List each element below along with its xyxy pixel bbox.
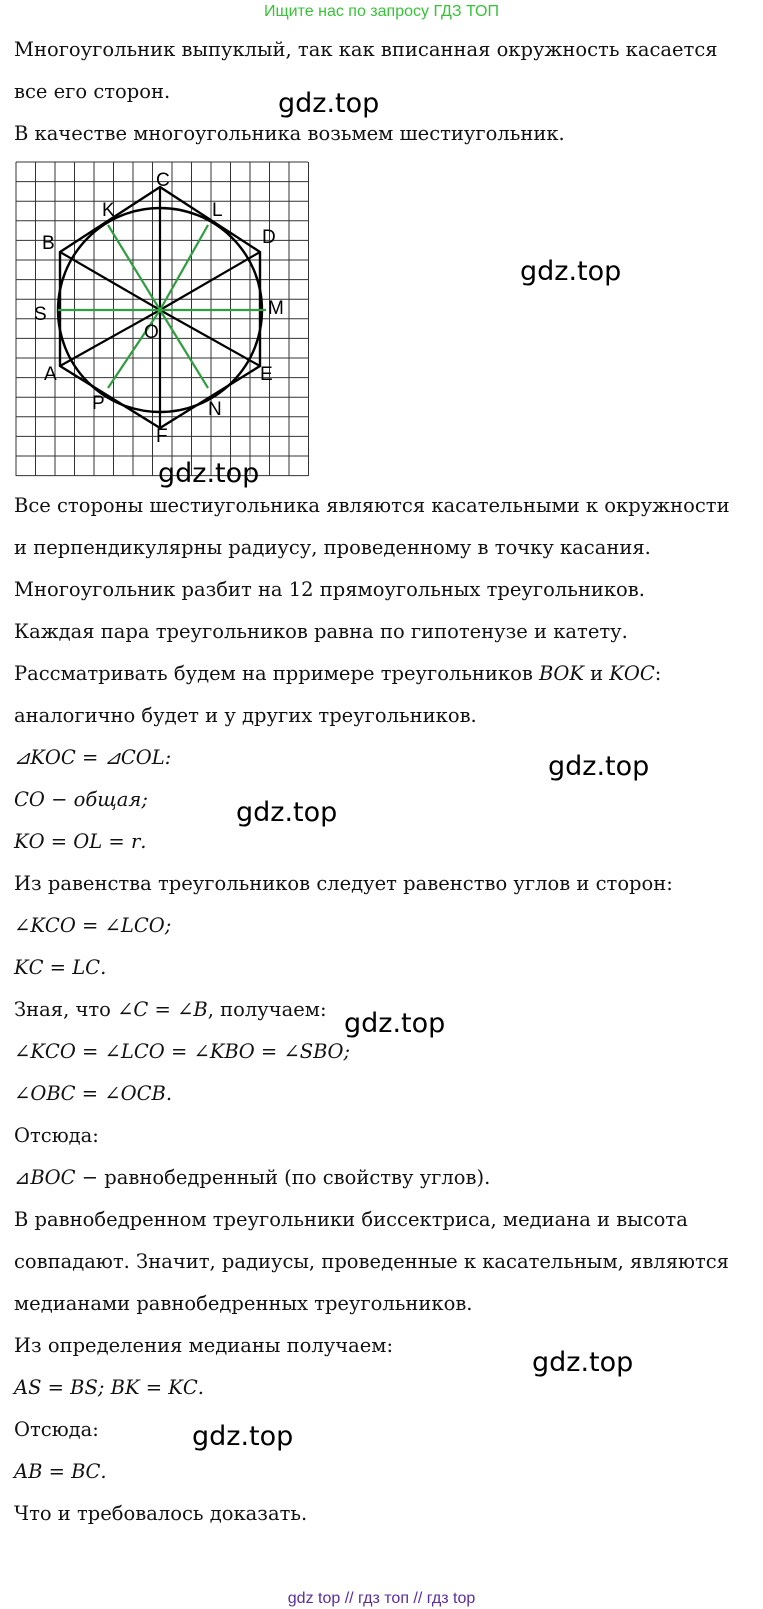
text-line: ⊿𝐵𝑂𝐶 − равнобедренный (по свойству углов). — [14, 1166, 491, 1189]
point-label-O: O — [144, 322, 159, 343]
text-line: Отсюда: — [14, 1418, 99, 1441]
text-line: Зная, что ∠𝐶 = ∠𝐵, получаем: — [14, 998, 327, 1021]
text-line: Каждая пара треугольников равна по гипотенузе и катету. — [14, 620, 628, 643]
footer-links[interactable]: gdz top // гдз топ // гдз top — [287, 1590, 476, 1607]
text-line: все его сторон. — [14, 80, 171, 103]
text-line: 𝐴𝑆 = 𝐵𝑆; 𝐵𝐾 = 𝐾𝐶. — [14, 1376, 204, 1399]
watermark: gdz.top — [520, 256, 622, 287]
top-banner[interactable]: Ищите нас по запросу ГДЗ ТОП — [264, 3, 499, 20]
text-line: В равнобедренном треугольники биссектриса, медиана и высота — [14, 1208, 688, 1231]
text-line: ∠𝐾𝐶𝑂 = ∠𝐿𝐶𝑂; — [14, 914, 172, 937]
figure-shapes — [58, 187, 266, 428]
text-line: 𝐾𝐶 = 𝐿𝐶. — [14, 956, 107, 979]
watermark: gdz.top — [532, 1347, 634, 1378]
text-line: ∠𝐾𝐶𝑂 = ∠𝐿𝐶𝑂 = ∠𝐾𝐵𝑂 = ∠𝑆𝐵𝑂; — [14, 1040, 351, 1063]
text-line: Отсюда: — [14, 1124, 99, 1147]
point-label-B: B — [42, 233, 55, 254]
point-label-C: C — [156, 170, 170, 191]
text-line: и перпендикулярны радиусу, проведенному в точку касания. — [14, 536, 651, 559]
watermark: gdz.top — [236, 797, 338, 828]
text-line: Что и требовалось доказать. — [14, 1502, 308, 1525]
point-label-M: M — [268, 298, 284, 319]
watermark: gdz.top — [278, 88, 380, 119]
watermark: gdz.top — [192, 1421, 294, 1452]
text-line: Многоугольник разбит на 12 прямоугольных треугольников. — [14, 578, 645, 601]
point-label-N: N — [208, 399, 222, 420]
point-label-P: P — [92, 393, 105, 414]
segment-OD — [160, 252, 260, 310]
text-line: 𝐴𝐵 = 𝐵𝐶. — [14, 1460, 107, 1483]
radius-ON — [160, 310, 208, 388]
hexagon-diagram — [14, 158, 314, 488]
point-label-F: F — [156, 426, 168, 447]
text-line: совпадают. Значит, радиусы, проведенные к касательным, являются — [14, 1250, 729, 1273]
text-line: медианами равнобедренных треугольников. — [14, 1292, 473, 1315]
watermark: gdz.top — [548, 751, 650, 782]
text-line: Из равенства треугольников следует равенство углов и сторон: — [14, 872, 673, 895]
text-line: В качестве многоугольника возьмем шестиугольник. — [14, 122, 565, 145]
watermark: gdz.top — [158, 458, 260, 489]
point-label-E: E — [260, 364, 273, 385]
point-label-S: S — [34, 304, 47, 325]
text-line: аналогично будет и у других треугольников. — [14, 704, 477, 727]
text-line: Многоугольник выпуклый, так как вписанная окружность касается — [14, 38, 718, 61]
text-line: ⊿𝐾𝑂𝐶 = ⊿𝐶𝑂𝐿: — [14, 746, 172, 769]
point-label-A: A — [44, 364, 57, 385]
watermark: gdz.top — [344, 1008, 446, 1039]
text-line: ∠𝑂𝐵𝐶 = ∠𝑂𝐶𝐵. — [14, 1082, 173, 1105]
text-line: Из определения медианы получаем: — [14, 1334, 394, 1357]
point-label-K: K — [102, 200, 115, 221]
text-line: 𝐶𝑂 − общая; — [14, 788, 148, 811]
text-line: Все стороны шестиугольника являются касательными к окружности — [14, 494, 730, 517]
hexagon-figure — [14, 158, 314, 488]
point-label-D: D — [262, 227, 276, 248]
text-line: Рассматривать будем на прримере треугольников 𝐵𝑂𝐾 и 𝐾𝑂𝐶: — [14, 662, 662, 685]
text-line: 𝐾𝑂 = 𝑂𝐿 = 𝑟. — [14, 830, 147, 853]
point-label-L: L — [212, 200, 223, 221]
